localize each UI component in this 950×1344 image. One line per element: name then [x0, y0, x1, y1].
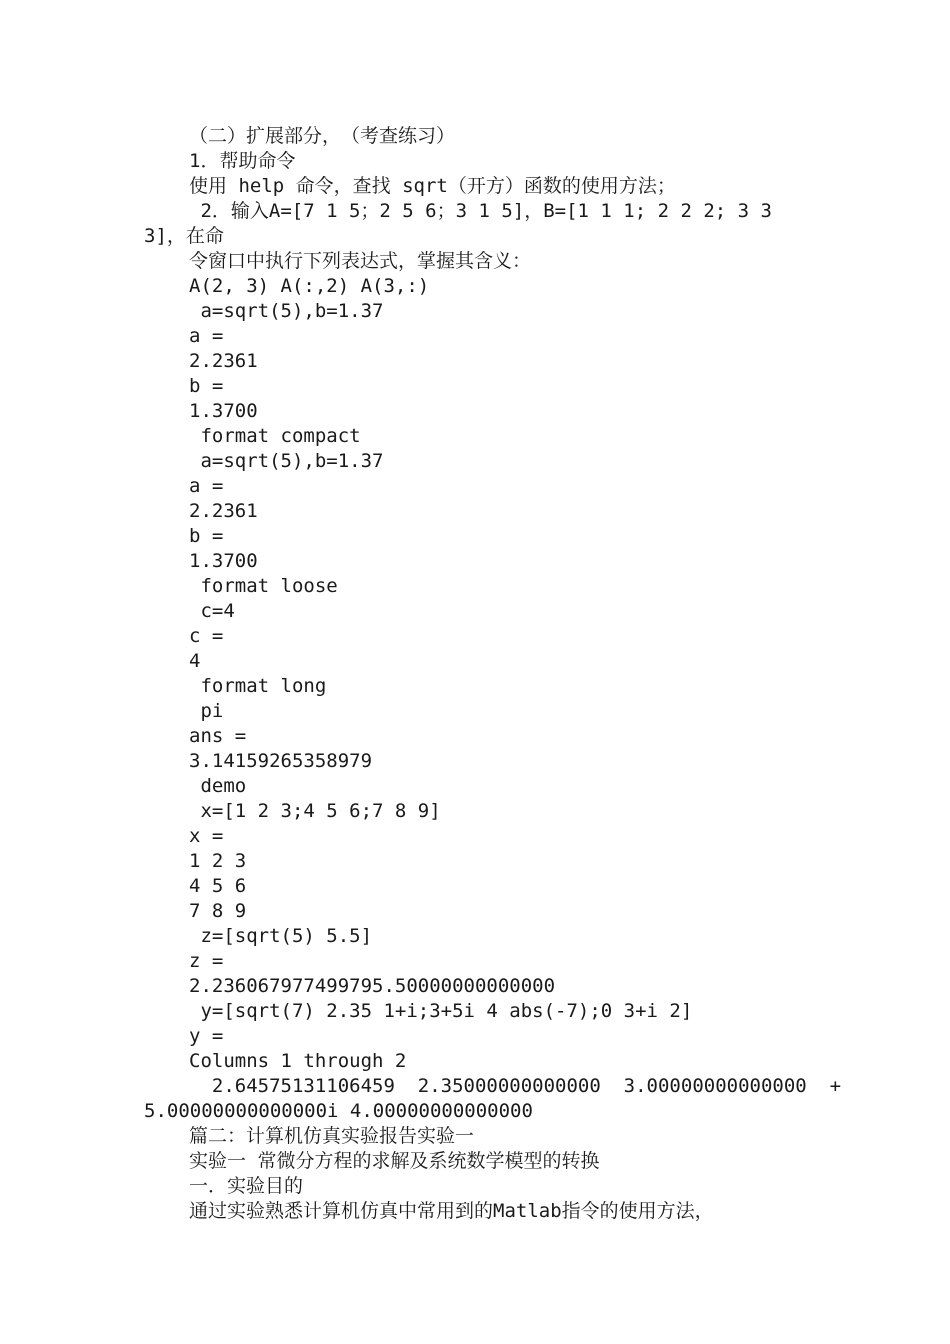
- code-line: demo: [189, 775, 247, 797]
- code-output-line: 7 8 9: [189, 900, 247, 922]
- code-line: a=sqrt(5),b=1.37: [189, 300, 384, 322]
- code-line: A(2, 3) A(:,2) A(3,:): [189, 275, 430, 297]
- code-output-line: 2.2361: [189, 500, 258, 522]
- item-heading-help: 1．帮助命令: [189, 150, 296, 172]
- code-output-line-wrapped: 5.00000000000000i 4.00000000000000: [144, 1100, 533, 1122]
- code-line: x=[1 2 3;4 5 6;7 8 9]: [189, 800, 441, 822]
- code-output-line: a =: [189, 325, 224, 347]
- code-output-line: z =: [189, 950, 224, 972]
- code-line: format compact: [189, 425, 361, 447]
- code-line: a=sqrt(5),b=1.37: [189, 450, 384, 472]
- text-line: 通过实验熟悉计算机仿真中常用到的Matlab指令的使用方法，: [189, 1200, 714, 1222]
- text-line: 使用 help 命令，查找 sqrt（开方）函数的使用方法；: [189, 175, 676, 197]
- text-line: 2．输入A=[7 1 5；2 5 6；3 1 5]，B=[1 1 1; 2 2 2; 3 3: [189, 200, 772, 222]
- code-output-line: 1 2 3: [189, 850, 247, 872]
- code-line: y=[sqrt(7) 2.35 1+i;3+5i 4 abs(-7);0 3+i 2]: [189, 1000, 693, 1022]
- experiment-title: 实验一 常微分方程的求解及系统数学模型的转换: [189, 1150, 600, 1172]
- article-heading: 篇二：计算机仿真实验报告实验一: [189, 1125, 475, 1147]
- code-line: format loose: [189, 575, 338, 597]
- code-output-line: 4 5 6: [189, 875, 247, 897]
- code-output-line: 1.3700: [189, 400, 258, 422]
- code-output-line: 2.2361: [189, 350, 258, 372]
- code-output-line: a =: [189, 475, 224, 497]
- code-output-line: x =: [189, 825, 224, 847]
- code-output-line: y =: [189, 1025, 224, 1047]
- code-output-line: b =: [189, 375, 224, 397]
- code-output-line: 3.14159265358979: [189, 750, 373, 772]
- code-line: pi: [189, 700, 224, 722]
- section-heading-extension: （二）扩展部分， （考查练习）: [189, 125, 456, 147]
- code-output-line: c =: [189, 625, 224, 647]
- code-output-line: 2.236067977499795.50000000000000: [189, 975, 556, 997]
- code-line: z=[sqrt(5) 5.5]: [189, 925, 373, 947]
- text-line: 令窗口中执行下列表达式，掌握其含义：: [189, 250, 532, 272]
- code-line: c=4: [189, 600, 235, 622]
- code-output-line: 2.64575131106459 2.35000000000000 3.00000000000000 +: [189, 1075, 842, 1097]
- code-output-line: Columns 1 through 2: [189, 1050, 407, 1072]
- section-heading-purpose: 一．实验目的: [189, 1175, 304, 1197]
- code-output-line: 1.3700: [189, 550, 258, 572]
- text-line-wrapped: 3]，在命: [144, 225, 224, 247]
- code-output-line: b =: [189, 525, 224, 547]
- code-output-line: 4: [189, 650, 201, 672]
- code-line: format long: [189, 675, 327, 697]
- code-output-line: ans =: [189, 725, 247, 747]
